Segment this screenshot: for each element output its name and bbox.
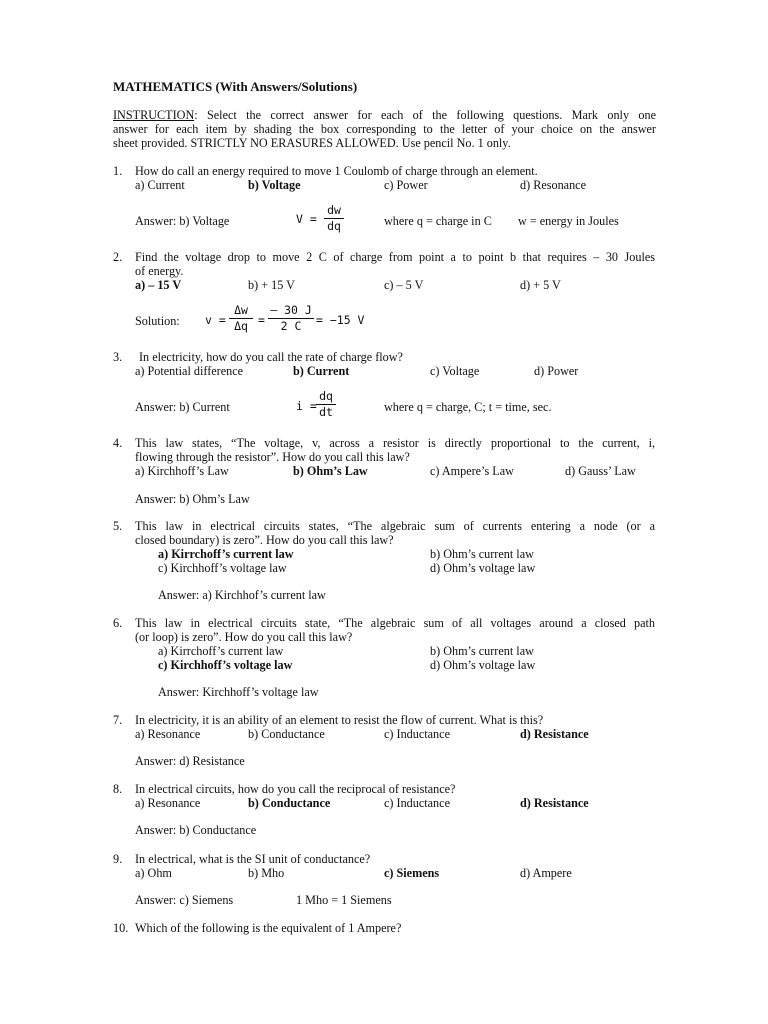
choice-b-correct: b) Ohm’s Law [293, 464, 368, 478]
solution-label: Solution: [135, 314, 180, 328]
question-number: 3. [113, 350, 123, 364]
choice-a: a) Kirrchoff’s current law [158, 644, 284, 658]
choice-d: d) Gauss’ Law [565, 464, 636, 478]
choice-b: b) + 15 V [248, 278, 295, 292]
answer-line: Answer: b) Ohm’s Law [135, 492, 250, 506]
choice-a: a) Resonance [135, 796, 201, 810]
question-text: In electrical circuits, how do you call the reciprocal of resistance? [135, 782, 456, 796]
where-note-2: w = energy in Joules [518, 214, 619, 228]
question-number: 7. [113, 713, 123, 727]
choice-d-correct: d) Resistance [520, 727, 589, 741]
instruction-text: : Select the correct answer for each of the following questions. Mark only one [194, 108, 656, 122]
choice-d: d) Power [534, 364, 579, 378]
question-number: 4. [113, 436, 123, 450]
page-title: MATHEMATICS (With Answers/Solutions) [113, 79, 358, 94]
choice-c: c) Kirchhoff’s voltage law [158, 561, 287, 575]
choice-d: d) Resistance [520, 796, 589, 810]
choice-b: b) Conductance [248, 727, 325, 741]
question-number: 2. [113, 250, 123, 264]
fraction-numerator: Δw [234, 303, 248, 317]
question-text: In electricity, it is an ability of an element to resist the flow of current. What is this? [135, 713, 544, 727]
question-text: In electricity, how do you call the rate of charge flow? [139, 350, 403, 364]
choice-d: d) + 5 V [520, 278, 561, 292]
choice-b-correct: b) Current [293, 364, 350, 378]
question-text: This law in electrical circuits states, “The algebraic sum of currents entering a node (or a [135, 519, 655, 533]
choice-b: b) Ohm’s current law [430, 644, 534, 658]
fraction-denominator: 2 C [280, 319, 302, 333]
equals-sign: = [258, 313, 265, 327]
fraction-numerator: – 30 J [270, 303, 312, 317]
where-note: where q = charge in C [384, 214, 492, 228]
choice-a: a) Kirchhoff’s Law [135, 464, 229, 478]
answer-line: Answer: Kirchhoff’s voltage law [158, 685, 319, 699]
fraction-denominator: dt [319, 405, 333, 419]
choice-d: d) Ohm’s voltage law [430, 658, 536, 672]
question-text-cont: flowing through the resistor”. How do you call this law? [135, 450, 410, 464]
equation-fraction-1 [229, 304, 253, 333]
question-text: In electrical, what is the SI unit of conductance? [135, 852, 371, 866]
answer-line: Answer: b) Voltage [135, 214, 230, 228]
answer-line: Answer: c) Siemens [135, 893, 234, 907]
answer-line: Answer: a) Kirchhof’s current law [158, 588, 326, 602]
choice-a: a) Potential difference [135, 364, 244, 378]
question-number: 9. [113, 852, 123, 866]
fraction-denominator: dq [327, 219, 341, 233]
fraction-numerator: dw [327, 203, 341, 217]
answer-line: Answer: b) Conductance [135, 823, 257, 837]
choice-c: c) Power [384, 178, 428, 192]
question-number: 10. [113, 921, 129, 935]
where-note: where q = charge, C; t = time, sec. [384, 400, 552, 414]
question-number: 8. [113, 782, 123, 796]
question-text-cont: of energy. [135, 264, 184, 278]
question-text: This law states, “The voltage, v, across a resistor is directly proportional to the current, i, [135, 436, 655, 450]
instruction-line-2: answer for each item by shading the box corresponding to the letter of your choice on the answer [113, 122, 656, 136]
choice-b-correct: b) Voltage [248, 178, 301, 192]
choice-a: a) Ohm [135, 866, 172, 880]
answer-line: Answer: b) Current [135, 400, 230, 414]
conversion-note: 1 Mho = 1 Siemens [296, 893, 392, 907]
instruction-line-3: sheet provided. STRICTLY NO ERASURES ALLOWED. Use pencil No. 1 only. [113, 136, 511, 150]
choice-c: c) Inductance [384, 727, 450, 741]
equation-lhs: V = [296, 212, 317, 226]
choice-b: b) Mho [248, 866, 285, 880]
question-number: 1. [113, 164, 123, 178]
instruction-label: INSTRUCTION [113, 108, 195, 122]
equation-fraction [316, 390, 336, 419]
choice-a: a) Resonance [135, 727, 201, 741]
answer-line: Answer: d) Resistance [135, 754, 245, 768]
question-text: Find the voltage drop to move 2 C of charge from point a to point b that requires – 30 Joules [135, 250, 655, 264]
choice-c-correct: c) Siemens [384, 866, 440, 880]
choice-c: c) – 5 V [384, 278, 424, 292]
question-text: How do call an energy required to move 1 Coulomb of charge through an element. [135, 164, 538, 178]
choice-b-correct: b) Conductance [248, 796, 331, 810]
choice-d: d) Resonance [520, 178, 586, 192]
choice-a-correct: a) Kirrchoff’s current law [158, 547, 294, 561]
fraction-numerator: dq [319, 389, 333, 403]
choice-d: d) Ohm’s voltage law [430, 561, 536, 575]
choice-a-correct: a) – 15 V [135, 278, 182, 292]
choice-c: c) Ampere’s Law [430, 464, 514, 478]
question-number: 5. [113, 519, 123, 533]
question-number: 6. [113, 616, 123, 630]
choice-c-correct: c) Kirchhoff’s voltage law [158, 658, 293, 672]
equation-lhs: v = [205, 313, 226, 327]
equation-lhs: i = [296, 399, 317, 413]
choice-b: b) Ohm’s current law [430, 547, 534, 561]
equation-rhs: = −15 V [316, 313, 365, 327]
question-text: Which of the following is the equivalent of 1 Ampere? [135, 921, 402, 935]
question-text: This law in electrical circuits state, “The algebraic sum of all voltages around a closed path [135, 616, 655, 630]
choice-a: a) Current [135, 178, 185, 192]
choice-c: c) Voltage [430, 364, 480, 378]
equation-fraction [324, 204, 344, 233]
equation-fraction-2 [268, 304, 314, 333]
choice-c: c) Inductance [384, 796, 450, 810]
fraction-denominator: Δq [234, 319, 248, 333]
question-text-cont: closed boundary) is zero”. How do you call this law? [135, 533, 394, 547]
choice-d: d) Ampere [520, 866, 572, 880]
question-text-cont: (or loop) is zero”. How do you call this law? [135, 630, 353, 644]
instruction-line-1 [113, 108, 656, 122]
